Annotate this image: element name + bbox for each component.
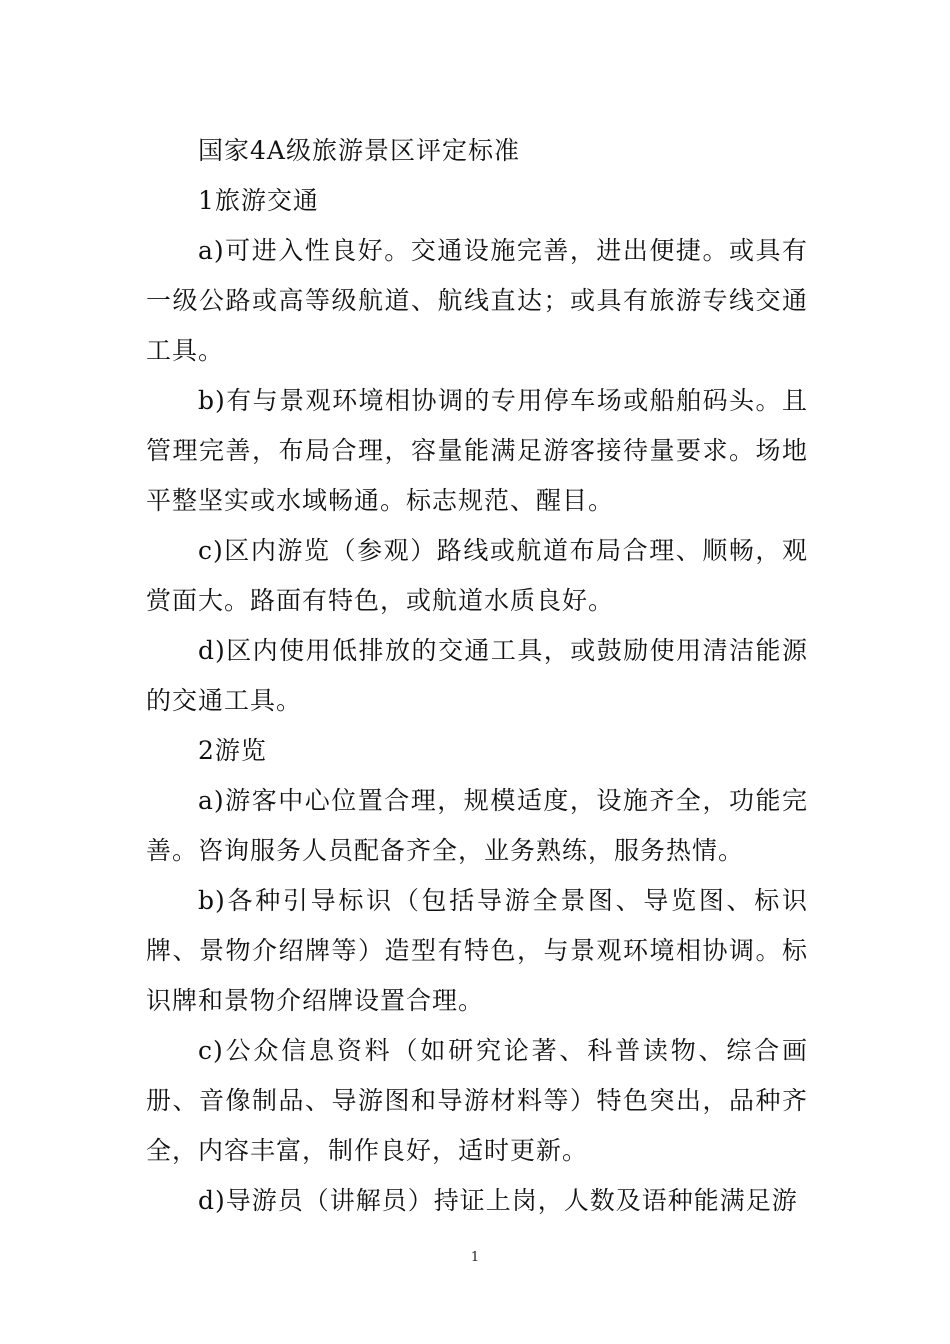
paragraph-transport-a: a)可进入性良好。交通设施完善，进出便捷。或具有一级公路或高等级航道、航线直达；或具有旅游专线交通工具。	[146, 236, 808, 365]
paragraph-transport-d: d)区内使用低排放的交通工具，或鼓励使用清洁能源的交通工具。	[146, 636, 808, 715]
page-number: 1	[470, 1250, 480, 1265]
paragraph-touring-c: c)公众信息资料（如研究论著、科普读物、综合画册、音像制品、导游图和导游材料等）特色突出，品种齐全，内容丰富，制作良好，适时更新。	[146, 1036, 808, 1165]
document-body	[146, 126, 808, 1226]
paragraph-touring-d: d)导游员（讲解员）持证上岗，人数及语种能满足游	[198, 1186, 798, 1215]
section-heading-transport: 1旅游交通	[198, 186, 319, 215]
paragraph-touring-b: b)各种引导标识（包括导游全景图、导览图、标识牌、景物介绍牌等）造型有特色，与景观环境相协调。标识牌和景物介绍牌设置合理。	[146, 886, 808, 1015]
section-heading-touring: 2游览	[198, 736, 267, 765]
document-title: 国家4A级旅游景区评定标准	[198, 136, 520, 165]
paragraph-touring-a: a)游客中心位置合理，规模适度，设施齐全，功能完善。咨询服务人员配备齐全，业务熟练，服务热情。	[146, 786, 808, 865]
paragraph-transport-c: c)区内游览（参观）路线或航道布局合理、顺畅，观赏面大。路面有特色，或航道水质良好。	[146, 536, 808, 615]
paragraph-transport-b: b)有与景观环境相协调的专用停车场或船舶码头。且管理完善，布局合理，容量能满足游客接待量要求。场地平整坚实或水域畅通。标志规范、醒目。	[146, 386, 808, 515]
